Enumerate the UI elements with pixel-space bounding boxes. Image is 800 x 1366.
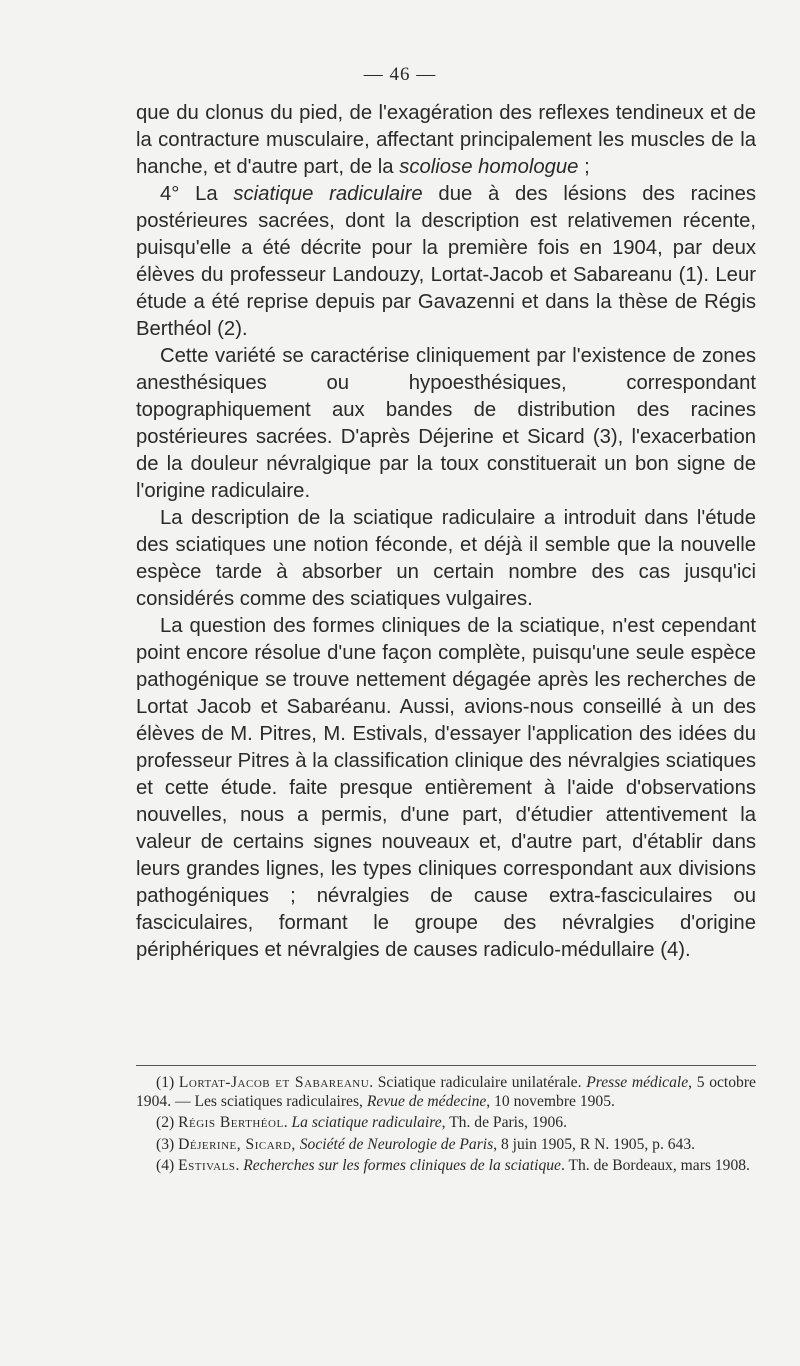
- page-number: — 46 —: [363, 64, 437, 85]
- paragraph-2-emphasis: sciatique radiculaire: [233, 183, 423, 205]
- paragraph-1-emphasis: scoliose homologue: [399, 156, 579, 178]
- paragraph-4: La description de la sciatique radiculaire a introduit dans l'étude des sciatiques une notion féconde, et déjà il semble que la nouvelle espèce tarde à absorber un certain nombre des cas jusqu'ici considérés comme des sciatiques vulgaires.: [136, 507, 756, 610]
- footnote-1-journal-1: Presse médicale: [586, 1074, 689, 1091]
- footnotes: [136, 1074, 756, 1179]
- footnote-1-text-3: , 10 novembre 1905.: [486, 1092, 615, 1110]
- paragraph-2-text: due à des lésions des racines postérieures sacrées, dont la description est relativemen récente, puisqu'elle a été décrite pour la première fois en 1904, par deux élèves du professeur Landouzy, Lortat-Jacob et Sabareanu (1). Leur étude a été reprise depuis par Gavazenni et dans la thèse de Régis Berthéol (2).: [136, 183, 756, 340]
- footnote-4-number: (4): [156, 1157, 179, 1174]
- footnote-1-number: (1): [156, 1074, 179, 1091]
- paragraph-1: [136, 100, 756, 181]
- footnote-2-sep: .: [283, 1114, 292, 1131]
- footnote-2-author: Régis Berthéol: [178, 1114, 284, 1131]
- footnote-3-text: , 8 juin 1905, R N. 1905, p. 643.: [493, 1135, 696, 1153]
- footnote-2-text: , Th. de Paris, 1906.: [441, 1114, 567, 1131]
- footnote-2: [136, 1114, 756, 1133]
- footnote-1: [136, 1074, 756, 1111]
- footnote-2-number: (2): [156, 1114, 179, 1131]
- footnote-3-author: Déjerine, Sicard,: [178, 1135, 296, 1153]
- footnote-1-journal-2: Revue de médecine: [366, 1092, 487, 1110]
- footnote-3-journal: Société de Neurologie de Paris: [299, 1135, 494, 1153]
- paragraph-3: Cette variété se caractérise cliniquement par l'existence de zones anesthésiques ou hypoesthésiques, correspondant topographiquement aux bandes de distribution des racines postérieures sacrées. D'après Déjerine et Sicard (3), l'exacerbation de la douleur névralgique par la toux constituerait un bon signe de l'origine radiculaire.: [136, 345, 756, 502]
- footnote-4-author: Estivals: [178, 1157, 236, 1174]
- footnote-3: [136, 1136, 756, 1155]
- footnote-1-text-2: , 5 octobre 1904. — Les sciatiques radiculaires,: [136, 1074, 756, 1110]
- footnote-3-number: (3): [156, 1135, 179, 1153]
- paragraph-5: La question des formes cliniques de la sciatique, n'est cependant point encore résolue d'une façon complète, puisqu'une seule espèce pathogénique se trouve nettement dégagée après les recherches de Lortat Jacob et Sabaréanu. Aussi, avions-nous conseillé à un des élèves de M. Pitres, M. Estivals, d'essayer l'application des idées du professeur Pitres à la classification clinique des névralgies sciatiques et cette étude. faite presque entièrement à l'aide d'observations nouvelles, nous a permis, d'une part, d'étudier attentivement la valeur de certains signes nouveaux et, d'autre part, d'établir dans leurs grandes lignes, les types cliniques correspondant aux divisions pathogéniques ; névralgies de cause extra-fasciculaires ou fasciculaires, formant le groupe des névralgies d'origine périphériques et névralgies de causes radiculo-médullaire (4).: [136, 615, 756, 961]
- footnote-4: [136, 1157, 756, 1176]
- footnote-4-sep: .: [235, 1157, 244, 1174]
- paragraph-1-text: que du clonus du pied, de l'exagération des reflexes tendineux et de la contracture musculaire, affectant principalement les muscles de la hanche, et d'autre part, de la: [136, 102, 756, 178]
- paragraph-2-lead: 4° La: [160, 183, 234, 205]
- footnote-4-text: . Th. de Bordeaux, mars 1908.: [560, 1157, 750, 1174]
- paragraph-2: [136, 181, 756, 343]
- footnote-2-title: La sciatique radiculaire: [291, 1114, 442, 1131]
- footnote-1-author: Lortat-Jacob et Sabareanu: [178, 1074, 370, 1091]
- footnote-4-title: Recherches sur les formes cliniques de la sciatique: [243, 1157, 561, 1174]
- paragraph-1-tail: ;: [578, 156, 590, 178]
- footnote-1-title: . Sciatique radiculaire unilatérale.: [369, 1074, 587, 1091]
- body-text: [136, 100, 756, 964]
- footnote-divider: [136, 1065, 756, 1066]
